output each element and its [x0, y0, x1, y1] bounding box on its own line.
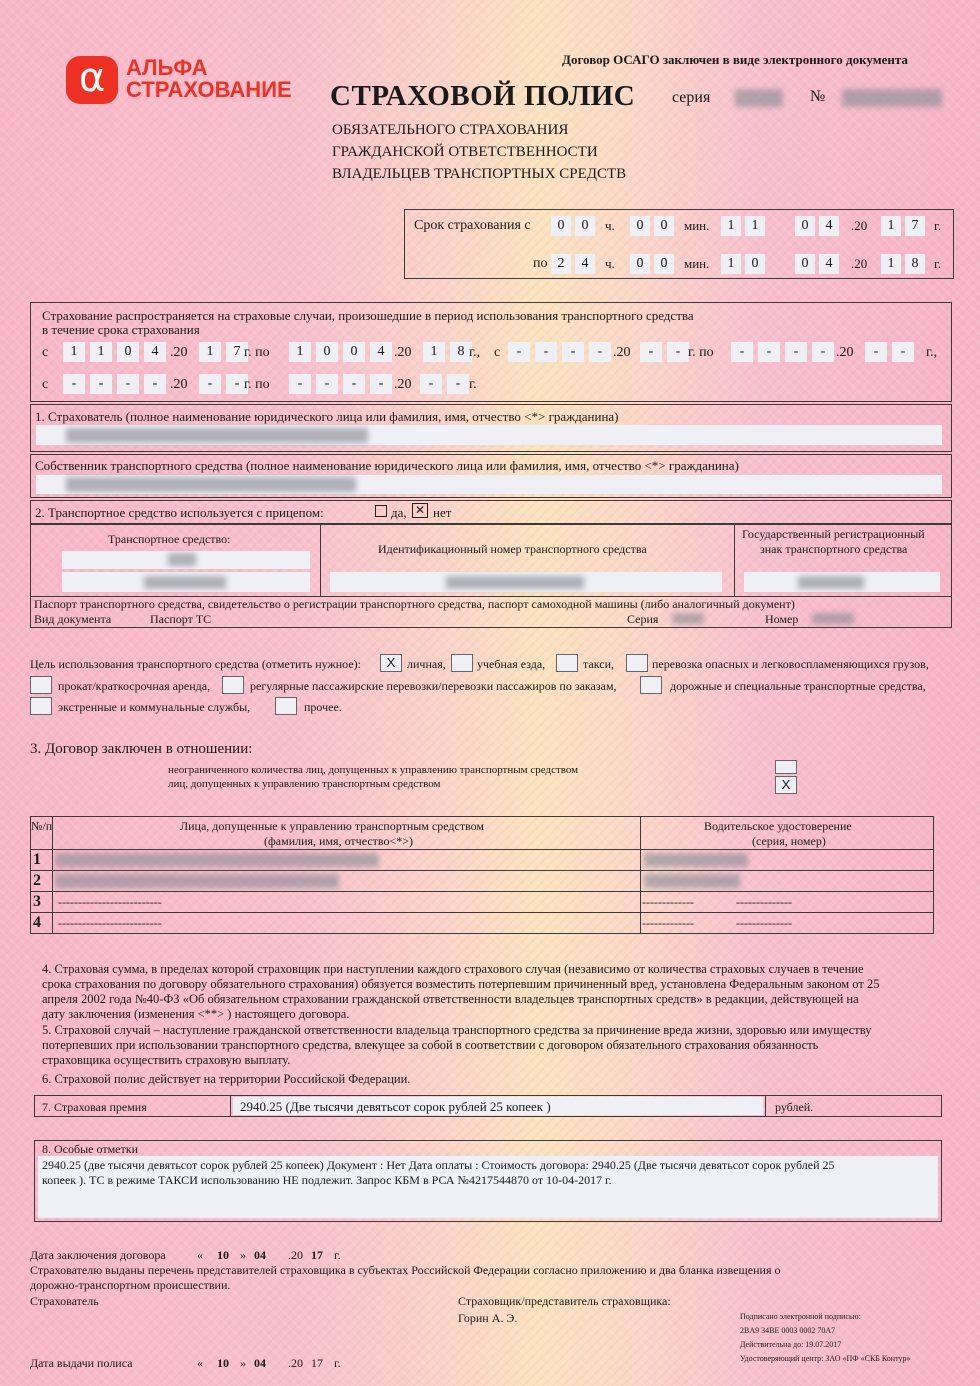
period-1-to-digit: 4 — [370, 342, 392, 362]
period-1-to-digit: 1 — [423, 342, 445, 362]
insurer-signature-label: Страховщик/представитель страховщика: — [458, 1294, 671, 1308]
period-g: г., — [469, 345, 481, 360]
term-to-day: 1 — [721, 254, 741, 274]
term-from-hour: 0 — [551, 216, 571, 236]
period-3-from-digit: - — [117, 374, 139, 394]
contract-listed: лиц, допущенных к управлению транспортным средством — [168, 778, 441, 790]
drivers-h-name: Лица, допущенные к управлению транспортным средством — [180, 819, 485, 833]
issue-date-20: .20 — [288, 1356, 303, 1370]
insurer-name — [66, 428, 368, 443]
period-c20: .20 — [836, 345, 854, 360]
clause-6: 6. Страховой полис действует на территории Российской Федерации. — [42, 1072, 411, 1086]
period-3-to-digit: - — [316, 374, 338, 394]
purpose-other-checkbox[interactable] — [275, 697, 297, 715]
contract-title: 3. Договор заключен в отношении: — [30, 741, 253, 757]
driver-4-license: ------------- — [642, 916, 694, 930]
term-from-min: 0 — [630, 216, 650, 236]
contract-unlimited-checkbox[interactable] — [775, 760, 797, 774]
usage-period-text2: в течение срока страхования — [42, 322, 200, 337]
min-label: мин. — [684, 218, 710, 233]
purpose-emergency-checkbox[interactable] — [30, 697, 52, 715]
period-2-to-digit: - — [892, 342, 914, 362]
issue-date-q1: « — [197, 1356, 203, 1370]
period-1-from-digit: 1 — [63, 342, 85, 362]
purpose-personal-checkbox[interactable]: X — [380, 654, 402, 672]
period-po: г. по — [244, 377, 270, 392]
purpose-personal: личная, — [407, 657, 446, 671]
purpose-dangerous-checkbox[interactable] — [626, 654, 648, 672]
number-value — [842, 89, 942, 107]
driver-row-num: 4 — [33, 914, 41, 931]
premium-value: 2940.25 (Две тысячи девятьсот сорок рублей 25 копеек ) — [240, 1099, 551, 1114]
purpose-training-checkbox[interactable] — [451, 654, 473, 672]
term-from-label: Срок страхования с — [414, 218, 531, 233]
driver-4-name: -------------------------- — [58, 916, 162, 930]
doc-type-label: Вид документа — [34, 612, 112, 626]
purpose-passenger: регулярные пассажирские перевозки/перевозки пассажиров по заказам, — [250, 679, 617, 693]
term-to-day: 0 — [745, 254, 765, 274]
doc-number-label: Номер — [765, 612, 799, 626]
period-1-to-digit: 1 — [289, 342, 311, 362]
h-label: ч. — [605, 256, 615, 271]
term-from-month: 4 — [819, 216, 839, 236]
premium-unit: рублей. — [775, 1100, 814, 1114]
driver-1-license — [644, 853, 748, 867]
period-1-to-digit: 0 — [316, 342, 338, 362]
term-to-hour: 2 — [551, 254, 571, 274]
term-to-label: по — [533, 256, 548, 271]
alpha-logo-icon: α — [66, 56, 118, 104]
period-1-from-digit: 1 — [90, 342, 112, 362]
contract-date-label: Дата заключения договора — [30, 1248, 166, 1262]
drivers-h-license: Водительское удостоверение — [704, 819, 852, 833]
trailer-yes-checkbox[interactable] — [375, 505, 387, 517]
g-label: г. — [934, 256, 942, 271]
drivers-h-name2: (фамилия, имя, отчество<*>) — [264, 834, 414, 848]
e-signature-line1: Подписано электронной подписью: — [740, 1312, 861, 1321]
owner-label: Собственник транспортного средства (полное наименование юридического лица или фамилия, имя, отчество <*> гражданина) — [35, 458, 739, 473]
period-c: с — [42, 345, 49, 360]
term-to-min: 0 — [654, 254, 674, 274]
purpose-rental-checkbox[interactable] — [30, 676, 52, 694]
contract-date-q2: » — [240, 1248, 246, 1262]
contract-date-year: 17 — [311, 1248, 323, 1262]
trailer-yes-label: да, — [391, 505, 407, 520]
period-3-from-digit: - — [63, 374, 85, 394]
h-label: ч. — [605, 218, 615, 233]
period-3-to-digit: - — [370, 374, 392, 394]
period-po: г. по — [688, 345, 714, 360]
period-c20: .20 — [170, 345, 188, 360]
clause-4d: дату заключения (изменения <**> ) настоящего договора. — [42, 1007, 350, 1021]
e-signature-line2: 2BA9 34BE 0003 0002 70A7 — [740, 1326, 836, 1335]
issue-date-day: 10 — [217, 1356, 229, 1370]
issued-docs: Страхователю выданы перечень представителей страховщика в субъектах Российской Федерации согласно приложению и два бланка извещения о — [30, 1263, 781, 1277]
insurer-label: 1. Страхователь (полное наименование юридического лица или фамилия, имя, отчество <*> гражданина) — [35, 409, 619, 424]
subtitle-1: ОБЯЗАТЕЛЬНОГО СТРАХОВАНИЯ — [332, 122, 569, 138]
period-3-to-digit: - — [420, 374, 442, 394]
period-3-to-digit: - — [447, 374, 469, 394]
period-1-from-digit: 7 — [226, 342, 248, 362]
trailer-no-checkbox[interactable]: ✕ — [412, 503, 428, 518]
g-label: г. — [934, 218, 942, 233]
purpose-taxi: такси, — [583, 657, 614, 671]
period-2-from-digit: - — [508, 342, 530, 362]
number-label: № — [810, 88, 826, 105]
period-2-to-digit: - — [812, 342, 834, 362]
contract-unlimited: неограниченного количества лиц, допущенных к управлению транспортным средством — [168, 764, 579, 776]
contract-listed-checkbox[interactable]: X — [775, 776, 797, 794]
clause-4b: срока страхования по договору обязательного страхования) обязуется возместить потерпевшим причиненный вред, установлена Федеральным законом от 25 — [42, 977, 880, 991]
vehicle-col-model: Транспортное средство: — [108, 532, 231, 546]
driver-2-name — [55, 874, 339, 888]
purpose-emergency: экстренные и коммунальные службы, — [58, 700, 251, 714]
term-to-month: 4 — [819, 254, 839, 274]
period-c20: .20 — [394, 345, 412, 360]
clause-5c: страховщика осуществить страховую выплату. — [42, 1053, 291, 1067]
c20: .20 — [851, 218, 868, 233]
period-1-from-digit: 4 — [144, 342, 166, 362]
driver-row-num: 3 — [33, 893, 41, 910]
purpose-road: дорожные и специальные транспортные средства, — [670, 679, 926, 693]
issue-date-q2: » — [240, 1356, 246, 1370]
clause-4: 4. Страховая сумма, в пределах которой страховщик при наступлении каждого страхового случая (независимо от количества страховых случаев в течение — [42, 962, 864, 976]
period-2-from-digit: - — [562, 342, 584, 362]
period-2-to-digit: - — [731, 342, 753, 362]
period-g: г. — [469, 377, 477, 392]
vehicle-vin — [446, 576, 584, 589]
clause-5b: потерпевших при использовании транспортного средства, влекущее за собой в соответствии с договором обязательного страхования обязанность — [42, 1038, 819, 1052]
logo-line1: АЛЬФА — [126, 55, 208, 80]
premium-label: 7. Страховая премия — [42, 1100, 147, 1114]
purpose-other: прочее. — [304, 700, 342, 714]
contract-date-month: 04 — [254, 1248, 266, 1262]
e-signature-line3: Действительна до: 19.07.2017 — [740, 1340, 842, 1349]
term-to-hour: 4 — [575, 254, 595, 274]
vehicle-col-plate-2: знак транспортного средства — [760, 542, 908, 556]
contract-date-g: г. — [334, 1248, 341, 1262]
term-from-day: 1 — [721, 216, 741, 236]
vehicle-passport-label: Паспорт транспортного средства, свидетельство о регистрации транспортного средства, паспорт самоходной машины (либо аналогичный документ) — [34, 597, 795, 611]
period-2-from-digit: - — [535, 342, 557, 362]
c20: .20 — [851, 256, 868, 271]
vehicle-plate — [798, 576, 864, 589]
driver-4-license2: -------------- — [736, 916, 792, 930]
period-1-to-digit: 0 — [343, 342, 365, 362]
period-c: с — [42, 377, 49, 392]
notes-line1: 2940.25 (две тысячи девятьсот сорок рублей 25 копеек) Документ : Нет Дата оплаты : Стоимость договора: 2940.25 (Две тысячи девятьсот сорок рублей 25 — [42, 1158, 835, 1172]
issue-date-g: г. — [334, 1356, 341, 1370]
contract-date-day: 10 — [217, 1248, 229, 1262]
electronic-note: Договор ОСАГО заключен в виде электронного документа — [562, 52, 908, 67]
driver-row-num: 1 — [33, 851, 41, 868]
term-to-min: 0 — [630, 254, 650, 274]
driver-1-name — [55, 853, 379, 867]
vehicle-make — [168, 553, 196, 566]
notes-label: 8. Особые отметки — [42, 1142, 138, 1156]
period-2-to-digit: - — [758, 342, 780, 362]
doc-number-value — [812, 613, 854, 624]
purpose-label: Цель использования транспортного средства (отметить нужное): — [30, 657, 361, 671]
vehicle-col-vin: Идентификационный номер транспортного средства — [378, 542, 647, 556]
purpose-rental: прокат/краткосрочная аренда, — [58, 679, 211, 693]
term-to-year: 1 — [881, 254, 901, 274]
contract-date-20: .20 — [288, 1248, 303, 1262]
series-value — [735, 89, 783, 107]
doc-type-value: Паспорт ТС — [150, 612, 212, 626]
doc-series-label: Серия — [627, 612, 659, 626]
vehicle-col-plate-1: Государственный регистрационный — [742, 527, 925, 541]
term-from-day: 1 — [745, 216, 765, 236]
contract-date-q1: « — [197, 1248, 203, 1262]
drivers-h-license2: (серия, номер) — [752, 834, 826, 848]
period-2-to-digit: - — [865, 342, 887, 362]
driver-3-license: ------------- — [642, 895, 694, 909]
clause-5: 5. Страховой случай – наступление гражданской ответственности владельца транспортного средства за причинение вреда жизни, здоровью или имуществу — [42, 1023, 872, 1037]
period-3-to-digit: - — [343, 374, 365, 394]
period-1-to-digit: 8 — [450, 342, 472, 362]
insurer-representative: Горин А. Э. — [458, 1311, 518, 1325]
term-from-year: 7 — [905, 216, 925, 236]
period-3-from-digit: - — [199, 374, 221, 394]
clause-4c: апреля 2002 года №40-ФЗ «Об обязательном страховании гражданской ответственности владельцев транспортных средств» в редакции, действующей на — [42, 992, 859, 1006]
trailer-no-label: нет — [433, 505, 452, 520]
term-from-hour: 0 — [575, 216, 595, 236]
subtitle-2: ГРАЖДАНСКОЙ ОТВЕТСТВЕННОСТИ — [332, 144, 598, 160]
period-3-to-digit: - — [289, 374, 311, 394]
vehicle-model — [144, 576, 226, 589]
term-to-year: 8 — [905, 254, 925, 274]
period-c20: .20 — [170, 377, 188, 392]
period-2-from-digit: - — [667, 342, 689, 362]
purpose-training: учебная езда, — [477, 657, 546, 671]
driver-3-name: -------------------------- — [58, 895, 162, 909]
doc-series-value — [672, 613, 704, 624]
driver-row-num: 2 — [33, 872, 41, 889]
period-3-from-digit: - — [144, 374, 166, 394]
series-label: серия — [672, 89, 711, 106]
logo-line2: СТРАХОВАНИЕ — [126, 77, 292, 102]
usage-period-text: Страхование распространяется на страховые случаи, произошедшие в период использования транспортного средства — [42, 308, 694, 323]
period-c: с — [494, 345, 501, 360]
min-label: мин. — [684, 256, 710, 271]
period-c20: .20 — [613, 345, 631, 360]
notes-line2: копеек ). ТС в режиме ТАКСИ использованию НЕ подлежит. Запрос КБМ в РСА №4217544870 от 10-04-2017 г. — [42, 1173, 612, 1187]
issue-date-month: 04 — [254, 1356, 266, 1370]
purpose-taxi-checkbox[interactable] — [556, 654, 578, 672]
e-signature-line4: Удостоверяющий центр: ЗАО «ПФ «СКБ Контур» — [740, 1354, 911, 1363]
period-3-from-digit: - — [90, 374, 112, 394]
period-c20: .20 — [394, 377, 412, 392]
issue-date-year: 17 — [311, 1356, 323, 1370]
drivers-h-num: №/п — [31, 819, 53, 833]
subtitle-3: ВЛАДЕЛЬЦЕВ ТРАНСПОРТНЫХ СРЕДСТВ — [332, 166, 627, 182]
period-1-from-digit: 1 — [199, 342, 221, 362]
period-3-from-digit: - — [226, 374, 248, 394]
period-g: г., — [926, 345, 938, 360]
purpose-passenger-checkbox[interactable] — [222, 676, 244, 694]
page-title: СТРАХОВОЙ ПОЛИС — [330, 80, 636, 112]
period-2-from-digit: - — [640, 342, 662, 362]
term-from-min: 0 — [654, 216, 674, 236]
term-from-year: 1 — [881, 216, 901, 236]
period-2-from-digit: - — [589, 342, 611, 362]
purpose-dangerous: перевозка опасных и легковоспламеняющихся грузов, — [652, 657, 929, 671]
term-from-month: 0 — [795, 216, 815, 236]
issued-docs2: дорожно-транспортном происшествии. — [30, 1278, 231, 1292]
period-2-to-digit: - — [785, 342, 807, 362]
purpose-road-checkbox[interactable] — [640, 676, 662, 694]
term-to-month: 0 — [795, 254, 815, 274]
driver-2-license — [644, 874, 740, 888]
insured-signature-label: Страхователь — [30, 1294, 99, 1308]
insurer-logo — [66, 56, 328, 106]
driver-3-license2: -------------- — [736, 895, 792, 909]
period-1-from-digit: 0 — [117, 342, 139, 362]
issue-date-label: Дата выдачи полиса — [30, 1356, 133, 1370]
owner-name — [66, 477, 356, 492]
trailer-label: 2. Транспортное средство используется с прицепом: — [35, 505, 324, 520]
period-po: г. по — [244, 345, 270, 360]
